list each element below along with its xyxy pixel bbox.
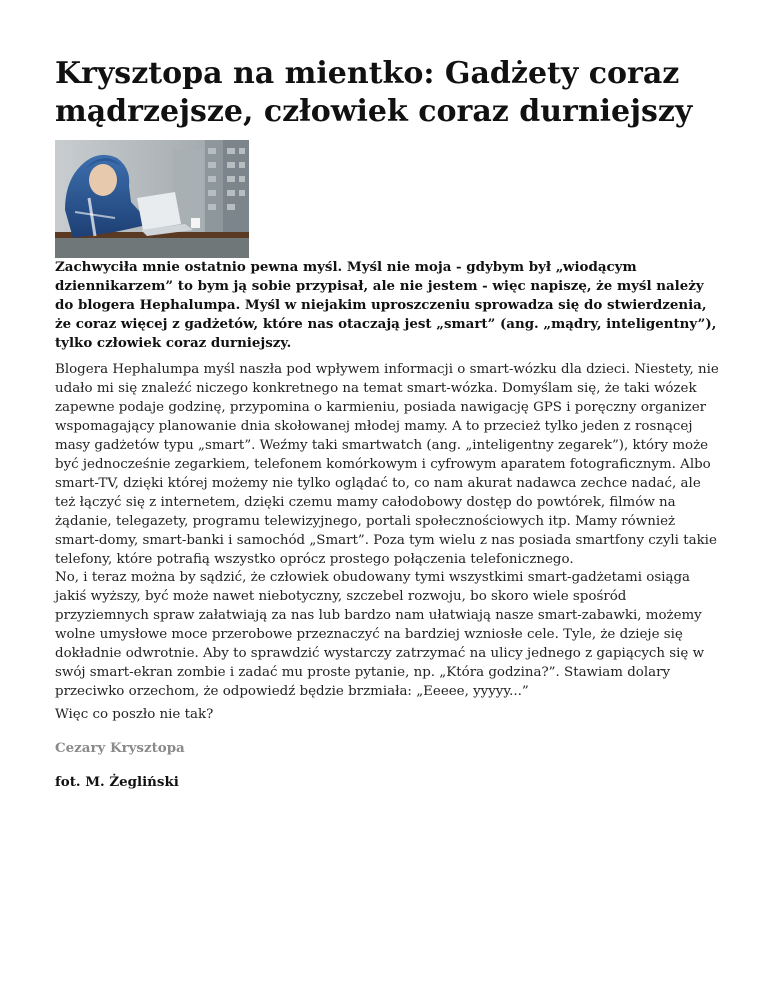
article-lead: Zachwyciła mnie ostatnio pewna myśl. Myśl nie moja - gdybym był „wiodącym dziennikarzem” to bym ją sobie przypisał, ale nie jestem - więc napiszę, że myśl należy do blogera Hephalumpa. Myśl w niejakim uproszczeniu sprowadza się do stwierdzenia, że coraz więcej z gadżetów, które nas otaczają jest „smart” (ang. „mądry, inteligentny”), tylko człowiek coraz durniejszy.	[55, 259, 717, 351]
paragraph: Blogera Hephalumpa myśl naszła pod wpływem informacji o smart-wózku dla dzieci. Niestety, nie udało mi się znaleźć niczego konkretnego na temat smart-wózka. Domyślam się, że taki wózek zapewne podaje godzinę, przypomina o karmieniu, posiada nawigację GPS i poręczny organizer wspomagający planowanie dnia skołowanej młodej mamy. A to przecież tylko jeden z rosnącej masy gadżetów typu „smart”. Weźmy taki smartwatch (ang. „inteligentny zegarek”), który może być jednocześnie zegarkiem, telefonem komórkowym i cyfrowym aparatem fotograficznym. Albo smart-TV, dzięki której możemy nie tylko oglądać to, co nam akurat nadawca zechce nadać, ale też łączyć się z internetem, dzięki czemu mamy całodobowy dostęp do powtórek, filmów na żądanie, telegazety, programu telewizyjnego, portali społecznościowych itp. Mamy również smart-domy, smart-banki i samochód „Smart”. Poza tym wielu z nas posiada smartfony czyli takie telefony, które potrafią wszystko oprócz prostego połączenia telefonicznego.	[55, 362, 719, 567]
author-name: Cezary Krysztopa	[55, 740, 185, 756]
paragraph: Więc co poszło nie tak?	[55, 707, 214, 722]
paragraph: No, i teraz można by sądzić, że człowiek obudowany tymi wszystkimi smart-gadżetami osiąga jakiś wyższy, być może nawet niebotyczny, szczebel rozwoju, bo skoro wiele spośród przyziemnych spraw załatwiają za nas lub bardzo nam ułatwiają nasze smart-zabawki, możemy wolne umysłowe moce przerobowe przeznaczyć na bardziej wzniosłe cele. Tyle, że dzieje się dokładnie odwrotnie. Aby to sprawdzić wystarczy zatrzymać na ulicy jednego z gapiących się w swój smart-ekran zombie i zadać mu proste pytanie, np. „Która godzina?”. Stawiam dolary przeciwko orzechom, że odpowiedź będzie brzmiała: „Eeeee, yyyyy...”	[55, 570, 705, 699]
article-photo	[55, 140, 249, 258]
photo-credit: fot. M. Żegliński	[55, 774, 179, 790]
article-title: Krysztopa na mientko: Gadżety coraz mądrzejsze, człowiek coraz durniejszy	[55, 56, 693, 129]
